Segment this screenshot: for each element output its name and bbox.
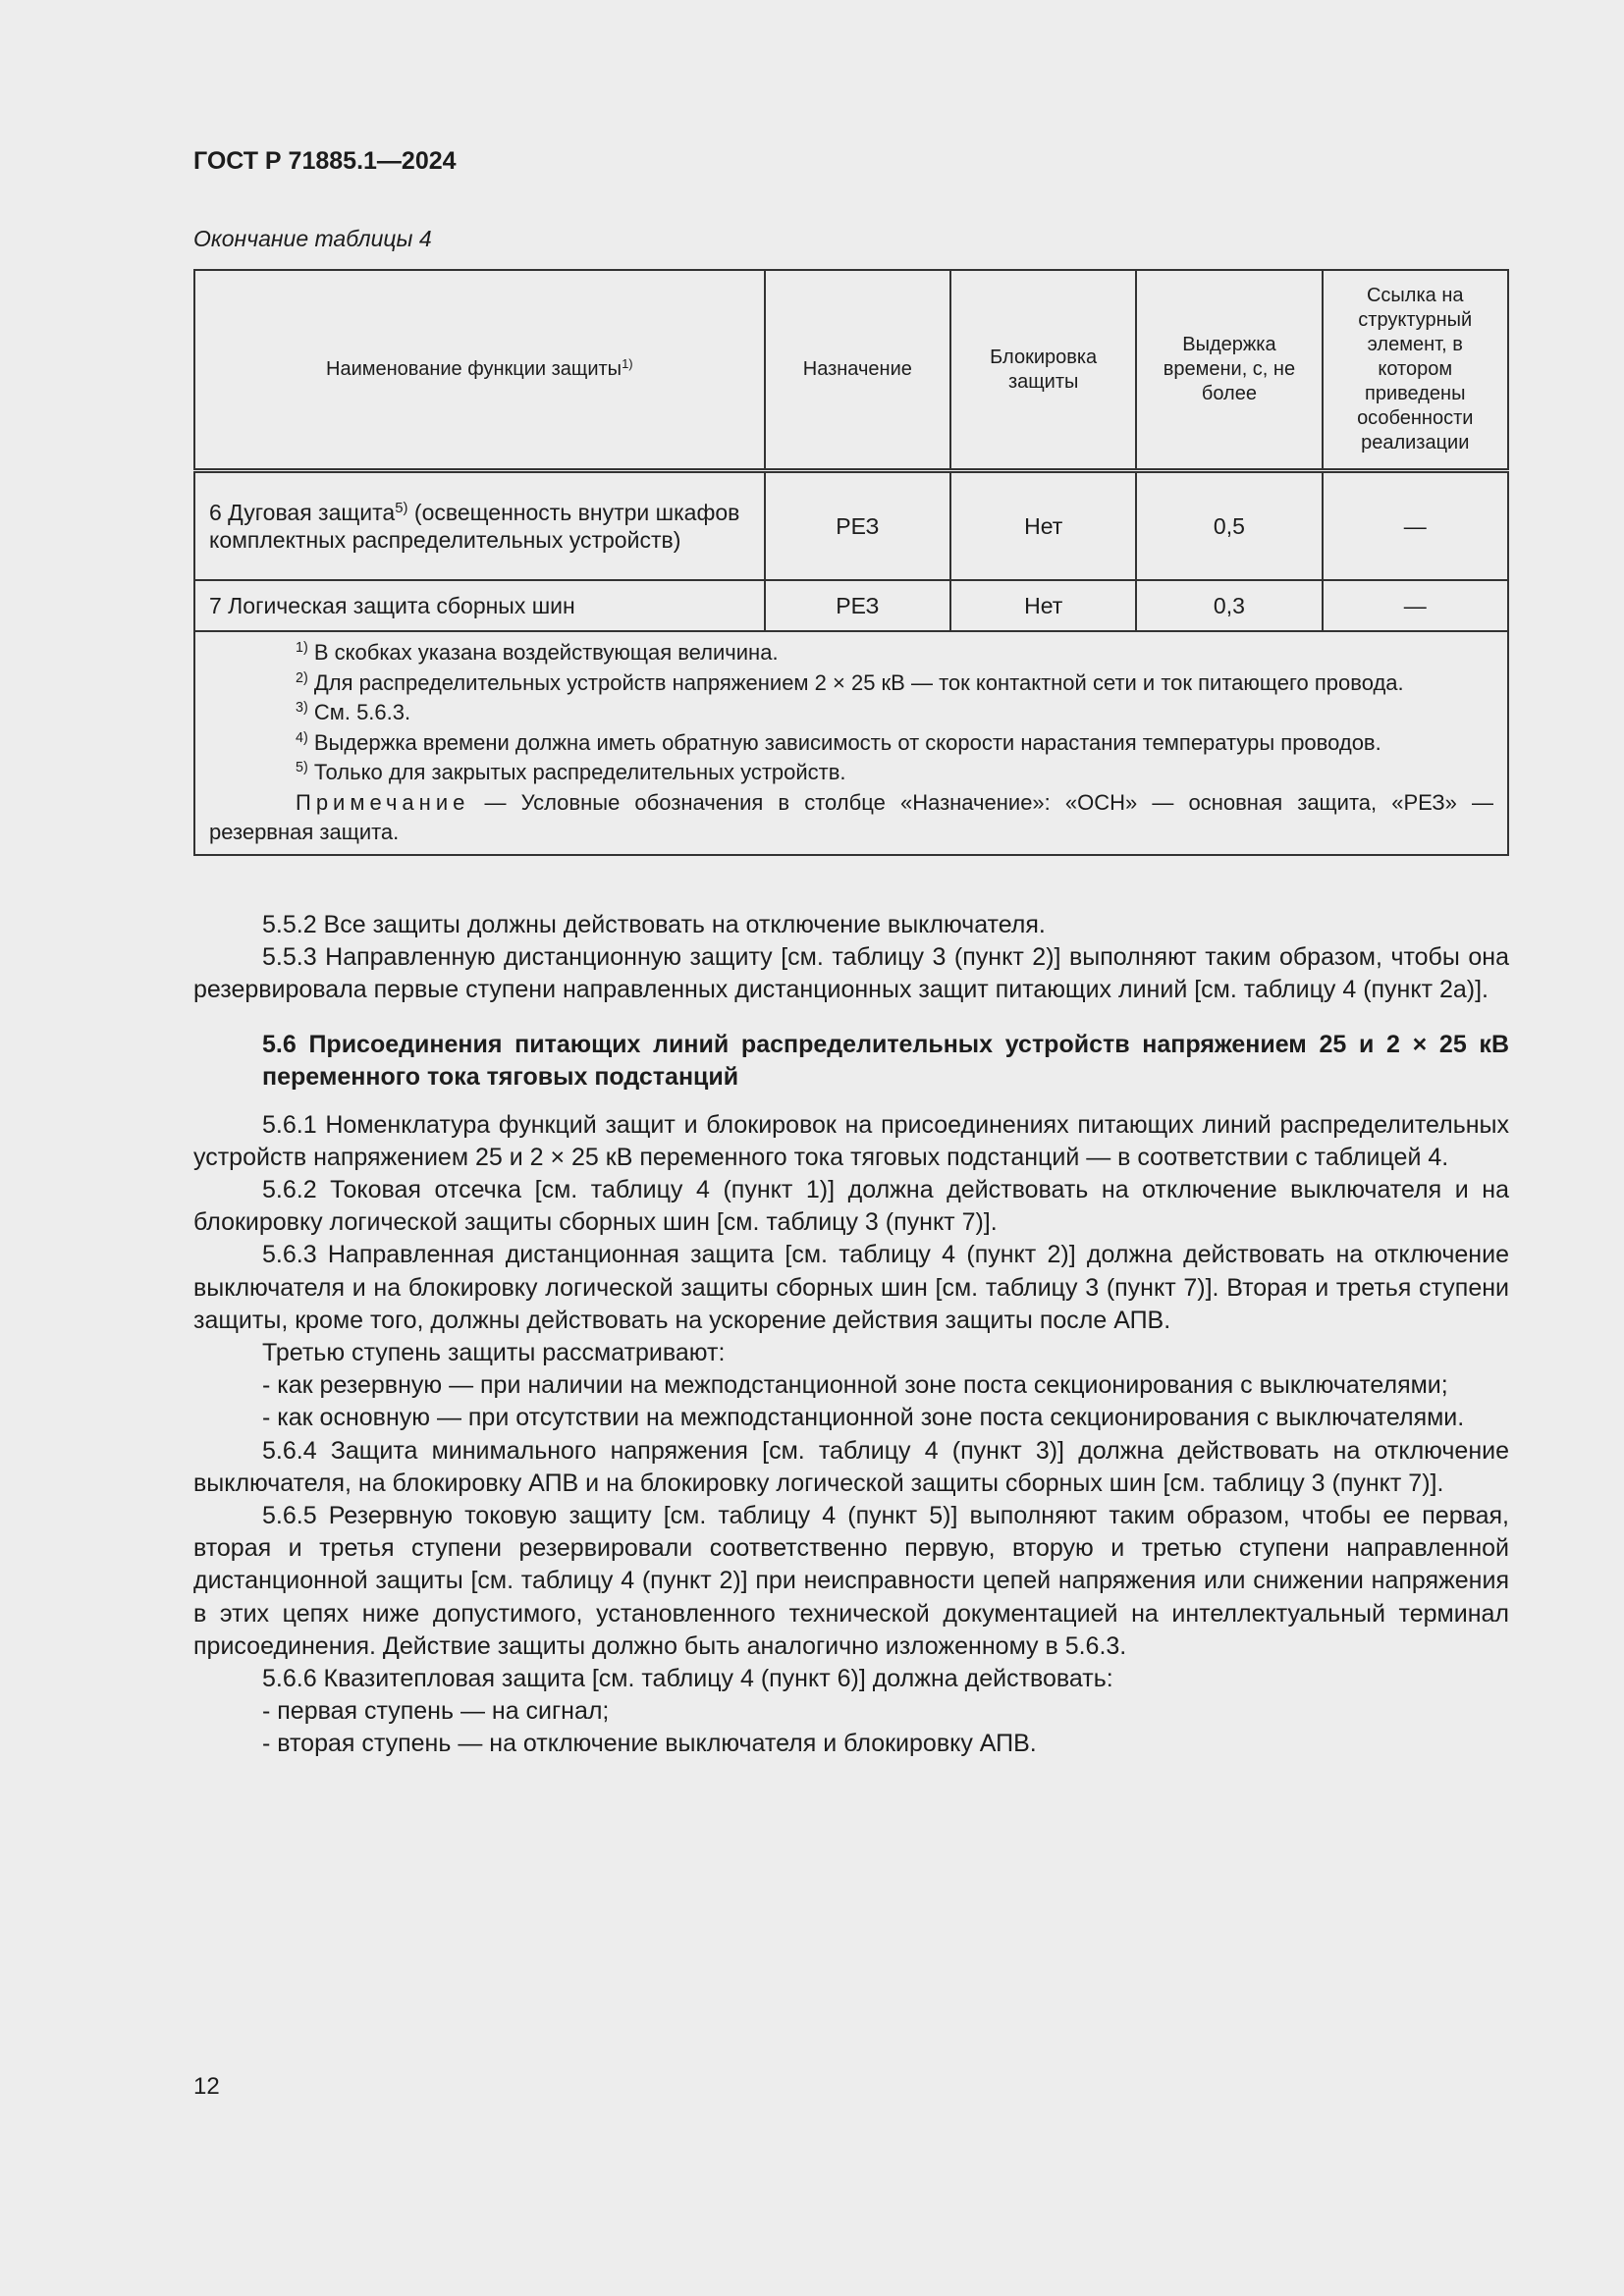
list-item: - вторая ступень — на отключение выключателя и блокировку АПВ. — [262, 1730, 1037, 1758]
table-note — [209, 788, 1493, 848]
paragraph-5-6-3-b: Третью ступень защиты рассматривают: — [262, 1339, 726, 1367]
note-text: — Условные обозначения в столбце «Назначение»: «ОСН» — основная защита, «РЕЗ» — резервная защита. — [209, 789, 1493, 844]
paragraph-5-6-1: 5.6.1 Номенклатура функций защит и блокировок на присоединениях питающих линий распределительных устройств напряжением 25 и 2 × 25 кВ переменного тока тяговых подстанций — в соответствии с таблицей 4. — [193, 1110, 1509, 1171]
cell-function: 7 Логическая защита сборных шин — [194, 580, 765, 631]
cell-block: Нет — [950, 471, 1136, 581]
body-text — [193, 909, 1509, 1761]
table-header-row — [194, 270, 1508, 471]
paragraph-5-5-2: 5.5.2 Все защиты должны действовать на отключение выключателя. — [262, 911, 1046, 938]
table-row — [194, 471, 1508, 581]
cell-purpose: РЕЗ — [765, 471, 950, 581]
paragraph-5-6-2: 5.6.2 Токовая отсечка [см. таблицу 4 (пункт 1)] должна действовать на отключение выключателя и на блокировку логической защиты сборных шин [см. таблицу 3 (пункт 7)]. — [193, 1176, 1509, 1237]
footnote: $^{1)}$ В скобках указана воздействующая величина. — [296, 640, 779, 665]
paragraph-5-6-6: 5.6.6 Квазитепловая защита [см. таблицу 4 (пункт 6)] должна действовать: — [262, 1665, 1113, 1693]
paragraph-5-6-3: 5.6.3 Направленная дистанционная защита [см. таблицу 4 (пункт 2)] должна действовать на отключение выключателя и на блокировку логической защиты сборных шин [см. таблицу 3 (пункт 7)]. Вторая и третья ступени защиты, кроме того, должны действовать на ускорение действия защиты после АПВ. — [193, 1241, 1509, 1334]
list-item: - первая ступень — на сигнал; — [262, 1697, 610, 1726]
page-number: 12 — [193, 2073, 220, 2100]
col-header-ref: Ссылка на структурный элемент, в котором приведены особенности реализации — [1323, 270, 1509, 471]
cell-ref: — — [1323, 580, 1509, 631]
document-header: ГОСТ Р 71885.1—2024 — [193, 147, 457, 175]
cell-purpose: РЕЗ — [765, 580, 950, 631]
cell-block: Нет — [950, 580, 1136, 631]
col-header-function: Наименование функции защиты$^{1)}$ — [194, 270, 765, 471]
table-row — [194, 580, 1508, 631]
table-4 — [193, 269, 1509, 856]
paragraph-5-6-4: 5.6.4 Защита минимального напряжения [см. таблицу 4 (пункт 3)] должна действовать на отключение выключателя, на блокировку АПВ и на блокировку логической защиты сборных шин [см. таблицу 3 (пункт 7)]. — [193, 1436, 1509, 1497]
paragraph-5-5-3: 5.5.3 Направленную дистанционную защиту [см. таблицу 3 (пункт 2)] выполняют таким образом, чтобы она резервировала первые ступени направленных дистанционных защит питающих линий [см. таблицу 4 (пункт 2а)]. — [193, 943, 1509, 1004]
table-footnotes — [194, 631, 1508, 855]
footnote: $^{2)}$ Для распределительных устройств напряжением 2 × 25 кВ — ток контактной сети и ток питающего провода. — [296, 669, 1404, 695]
table-caption: Окончание таблицы 4 — [193, 226, 432, 251]
footnote: $^{3)}$ См. 5.6.3. — [296, 700, 411, 724]
note-label: Примечание — [296, 789, 470, 815]
list-item: - как основную — при отсутствии на межподстанционной зоне поста секционирования с выключателями. — [262, 1404, 1465, 1432]
section-heading-5-6: 5.6 Присоединения питающих линий распределительных устройств напряжением 25 и 2 × 25 кВ переменного тока тяговых подстанций — [262, 1030, 1509, 1091]
cell-time: 0,5 — [1136, 471, 1322, 581]
col-header-time: Выдержка времени, с, не более — [1136, 270, 1322, 471]
col-header-purpose: Назначение — [765, 270, 950, 471]
cell-time: 0,3 — [1136, 580, 1322, 631]
cell-ref: — — [1323, 471, 1509, 581]
table-notes-row — [194, 631, 1508, 855]
cell-function: 6 Дуговая защита$^{5)}$ (освещенность внутри шкафов комплектных распределительных устройств) — [194, 471, 765, 581]
footnote: $^{5)}$ Только для закрытых распределительных устройств. — [296, 760, 846, 784]
footnote: $^{4)}$ Выдержка времени должна иметь обратную зависимость от скорости нарастания температуры проводов. — [296, 729, 1381, 755]
list-item: - как резервную — при наличии на межподстанционной зоне поста секционирования с выключателями; — [262, 1371, 1448, 1400]
col-header-block: Блокировка защиты — [950, 270, 1136, 471]
paragraph-5-6-5: 5.6.5 Резервную токовую защиту [см. таблицу 4 (пункт 5)] выполняют таким образом, чтобы ее первая, вторая и третья ступени резервировали соответственно первую, вторую и третью ступени направленной дистанционной защиты [см. таблицу 4 (пункт 2)] при неисправности цепей напряжения или снижении напряжения в этих цепях ниже допустимого, установленного технической документацией на интеллектуальный терминал присоединения. Действие защиты должно быть аналогично изложенному в 5.6.3. — [193, 1502, 1509, 1660]
